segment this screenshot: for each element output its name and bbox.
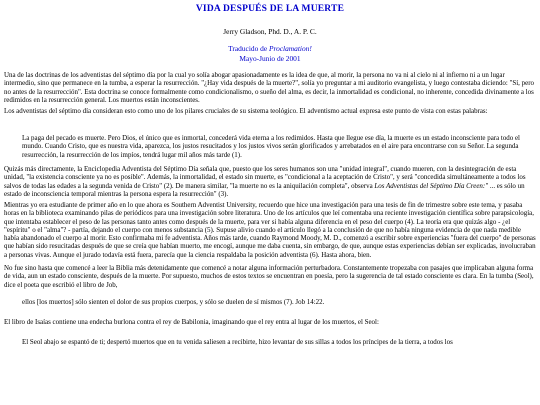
paragraph-enciclopedia (4, 165, 536, 198)
book-title: Los Adventistas del Séptimo Día Creen:" (374, 181, 489, 190)
article-title: VIDA DESPUÉS DE LA MUERTE (195, 4, 345, 14)
paragraph-condicionalismo: Una de las doctrinas de los adventistas del séptimo día por la cual yo solía abogar apasionadamente es la idea de que, al morir, la persona no va ni al cielo ni al infierno ni a un lugar intermedio, sino que permanece en la tumba, a esperar la resurrección. "¿Hay vida después de la muerte?", solía yo preguntar a mi auditorio evangelista, y luego contestaba diciendo: "Sí, pero no antes de la resurrección". Esta doctrina se conoce formalmente como condicionalismo, o sueño del alma, es decir, la inmortalidad es condicional, no inherente, concedida divinamente a los redimidos en la resurrección general. Los muertos están inconscientes. (4, 71, 534, 104)
paragraph-investigacion: Mientras yo era estudiante de primer año en lo que ahora es Southern Adventist University, recuerdo que hice una investigación para una tesis de fin de trimestre sobre este tema, y pasaba horas en la biblioteca examinando pilas de periódicos para una investigación sobre literatura. Uno de los artículos que leí comentaba una reciente investigación científica sobre parapsicología, que intentaba establecer el peso de las personas tanto antes como después de la muerte, para ver si había alguna diferencia en el peso del cuerpo (4). La teoría era que quizás algo - ¿el "espíritu" o el "alma"? - partía, dejando el cuerpo con menos substancia (5). Supuse alivio cuando el artículo llegó a la conclusión de que no había ninguna evidencia de que nada medible había abandonado el cuerpo al morir. Esto confirmaba mi fe adventista. Años más tarde, cuando Raymond Moody, M. D., comenzó a escribir sobre experiencias "fuera del cuerpo" de personas que habían sido resucitadas después de que se creía que habían muerto, me encogí, aunque me daba cuenta, sin embargo, de que, aunque estas experiencias debían ser explicadas, involucraban a personas vivas. Aunque el jurado todavía está fuera, parecía que la ciencia respaldaba la posición adventista (6). Hasta ahora, bien. (4, 201, 536, 259)
quote-creencias: La paga del pecado es muerte. Pero Dios, el único que es inmortal, concederá vida eterna a los redimidos. Hasta que llegue ese día, la muerte es un estado inconsciente para todo el mundo. Cuando Cristo, que es nuestra vida, aparezca, los justos resucitados y los justos vivos serán glorificados y arrebatados en el aire para encontrarse con su Señor. La segunda resurrección, la resurrección de los impíos, tendrá lugar mil años más tarde (1). (22, 134, 520, 159)
translation-line (0, 44, 540, 54)
article-author: Jerry Gladson, Phd. D., A. P. C. (223, 27, 317, 36)
translation-prefix: Traducido de (228, 44, 269, 53)
quote-isaias: El Seol abajo se espantó de ti; despertó muertos que en tu venida saliesen a recibirte, hizo levantar de sus sillas a todos los príncipes de la tierra, a todos los (22, 338, 453, 346)
publication-name: Proclamation! (268, 44, 312, 53)
paragraph-isaias: El libro de Isaías contiene una endecha burlona contra el rey de Babilonia, imaginando que el rey entra al lugar de los muertos, el Seol: (4, 318, 379, 326)
paragraph-pilares: Los adventistas del séptimo día consideran esto como uno de los pilares cruciales de su sistema teológico. El adventismo actual expresa este punto de vista con estas palabras: (4, 107, 488, 115)
paragraph-enciclopedia-text: Quizás más directamente, la Enciclopedia Adventista del Séptimo Día señala que, puesto que los seres humanos son una "unidad integral", cuando mueren, con la desintegración de esta unidad, "la existencia consciente ya no es posible". Además, la inmortalidad, el estado sin muerte, es "condicional a la aceptación de Cristo", y será "concedida simultáneamente a todos los salvos de todas las edades a la segunda venida de Cristo" (2). De manera similar, "la muerte no es la aniquilación completa", observa (4, 165, 526, 190)
source-block (0, 44, 540, 63)
paragraph-enciclopedia-end: ... es sólo un estado de inconsciencia temporal mientras la persona espera la resurrección" (3). (4, 181, 525, 198)
paragraph-biblia: No fue sino hasta que comencé a leer la Biblia más detenidamente que comencé a notar alguna información perturbadora. Constantemente tropezaba con pasajes que implicaban alguna forma de vida, aun un estado consciente, después de la muerte. Por supuesto, muchos de estos textos se encuentran en poesía, pero la sugerencia de tal estado consciente es clara. En la tumba (Seol), dice el poeta que escribió el libro de Job, (4, 264, 534, 289)
quote-job: ellos [los muertos] sólo sienten el dolor de sus propios cuerpos, y sólo se duelen de sí mismos (7). Job 14:22. (22, 298, 325, 306)
publication-date: Mayo-Junio de 2001 (239, 53, 301, 63)
